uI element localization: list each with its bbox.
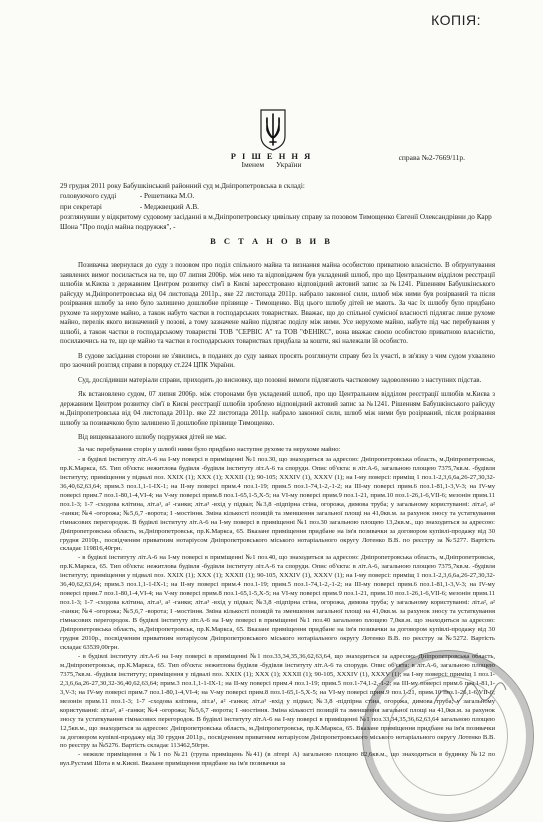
property-item: - в будівлі інституту літ.А-6 на І-му поверсі в приміщенні №1 поз.33,34,35,36,62,63,64, що знаходиться за адресою: Дніпропетровська область, м.Дніпропетровськ, пр.К.Маркса, 65. Тип об'єкта: нежитлова будівля -будівля інституту літ.А-6 та споруди. Опис об'єкта: в літ.А-6, загальною площею 7375,7кв.м. -будівля інституту; приміщення у підвалі поз. XXIX (1); XXX (1); XXXII (1); 90-105, XXXIV (1), XXXV (1); на І-му поверсі: приміщ 1 поз.1-2,3,6,6а,26-27,30,32-36,40,62,63,64; прим.3 поз.1,1-1-IX-1; на ІІ-му поверсі прим.4 поз.1-19; прим.5 поз.1-74,1-2,-1-2; на ІІІ-му поверсі прим.6 поз.1-81,1-3,V-3; на IV-му поверсі прим.7 поз.1-80,1-4,VI-4; на V-му поверсі прим.8 поз.1-65,1-5,X-5; на VI-му поверсі прим.9 поз.1-21, прим.10 поз.1-26,1-6,VII-6; мезонін прим.11 поз.1-3; 1-7 -сходова клітина, літ.а¹, а² -ганки; літ.а³ -вхід у підвал; №3,8 -підпірна стіна, огорожа, димова труба; у загальному користуванні: літ.а², а² -ганки; №4 -огорожа; №5,6,7 -ворота; І -мостіння. Зміна кількості позицій та зменшення загальної площі на 41,0кв.м. за рахунок зносу та устаткування гімнасових перегородок. В будівлі інституту літ.А-6 на І-му поверсі в приміщенні №1 поз.33,34,35,36,62,63,64 загальною площею 12,5кв.м., що знаходиться за адресою: Дніпропетровська область, м.Дніпропетровськ, пр.К.Маркса, 65. Вказане приміщення придбане на ім'я позивачки за договором купівлі-продажу від 30 грудня 2011р., посвідченим приватним нотаріусом Дніпропетровського міського нотаріального округу Лотенко В.В. по реєстру за №5276. Вартість складає 113462,50грн. [60, 652, 495, 750]
trident-coat-of-arms-icon [258, 108, 288, 152]
secretary-label: при секретарі [60, 202, 102, 211]
paragraph: Суд, дослідивши матеріали справи, приходить до висновку, що позовні вимоги підлягають частковому задоволенню з наступних підстав. [78, 376, 482, 384]
property-list [60, 446, 495, 769]
paragraph: Позивачка звернулася до суду з позовом про поділ спільного майна та визнання майна особистою приватною власністю. В обґрунтування заявлених вимог посилається на те, що 07 липня 2006р. між нею та відповідачем був укладений шлюб, про що Центральним відділом реєстрації шлюбів м.Києва з державним Центром розвитку сім'ї в Києві зареєстровано відповідний актовий запис за №1241. Рішенням Бабушкінського райсуду м.Дніпропетровська від 04 листопада 2011р., яке 22 листопада 2011р. набрало законної сили, шлюб між ними був розірваний та після розірвання шлюбу за нею було залишено дошлюбне прізвище - Тимощенко. Від цього шлюбу дітей не мають. За час їх шлюбу було придбано рухоме та нерухоме майно, а також набуто частки в господарських товариствах. Вважає, що до спільної сумісної власності підлягає лише рухоме майно, перелік якого визначений у позові, а тому зазначене майно підлягає поділу між ними. Усе нерухоме майно, набуте під час перебування у шлюбі, а також частки в господарському товаристві ТОВ "СЕРВІС А" та ТОВ "ФЕНІКС", вона вважає своєю особистою приватною власністю, посилаючись на те, що це майно та частки в господарських товариствах придбала за кошти, які належали їй особисто. [60, 262, 495, 345]
case-number: справа №2-7669/11р. [398, 153, 465, 162]
court-date-line: 29 грудня 2011 року Бабушкінський районний суд м.Дніпропетровська в складі: [60, 182, 305, 190]
secretary-name: - Меджвецкий А.В. [139, 202, 199, 211]
document-subtitle: Іменем України [241, 160, 302, 169]
secretary-row [60, 202, 500, 212]
judge-row [60, 191, 500, 201]
property-item: - нежиле приміщення з №1 по №21 (група приміщень №41) (в літері А) загальною площею 82,6кв.м., що знаходиться в будинку №12 по вул.Рустамі Шота в м.Києві. Вказане приміщення придбане на ім'я позивачки за [60, 751, 495, 768]
property-item: - в будівлі інституту літ.А-6 на І-му поверсі в приміщенні №1 поз.40, що знаходиться за адресою: Дніпропетровська область, м.Дніпропетровськ, пр.К.Маркса, 65. Тип об'єкта: нежитлова будівля -будівля інституту літ.А-6 та споруди. Опис об'єкта: в літ.А-6, загальною площею 7375,7кв.м. -будівля інституту; приміщення у підвалі поз. XXIX (1); XXX (1); XXXII (1); 90-105, XXXIV (1), XXXV (1); на І-му поверсі: приміщ 1 поз.1-2,3,6,6а,26-27,30,32-36,40,62,63,64; прим.3 поз.1,1-1-IX-1; на ІІ-му поверсі прим.4 поз.1-19; прим.5 поз.1-74,1-2,-1-2; на ІІІ-му поверсі прим.6 поз.1-81,1-3,V-3; на IV-му поверсі прим.7 поз.1-80,1-4,VI-4; на V-му поверсі прим.8 поз.1-65,1-5,X-5; на VI-му поверсі прим.9 поз.1-21, прим.10 поз.1-26,1-6,VII-6; мезонін прим.11 поз.1-3; 1-7 -сходова клітина, літ.а¹, а² -ганки; літ.а³ -вхід у підвал; №3,8 -підпірна стіна, огорожа, димова труба; у загальному користуванні: літ.а², а² -ганки; №4 -огорожа; №5,6,7 -ворота; І -мостіння. Зміна кількості позицій та зменшення загальної площі на 41,0кв.м. за рахунок зносу та устаткування гімнасових перегородок. В будівлі інституту літ.А-6 на І-му поверсі в приміщенні №1 поз.40 загальною площею 7,0кв.м. що знаходиться за адресою: Дніпропетровська область, м.Дніпропетровськ, пр.К.Маркса, 65. Вказане приміщення придбане на ім'я позивачки за договором купівлі-продажу від 30 грудня 2010р., посвідченим приватним нотаріусом Дніпропетровського міського нотаріального округу Лотенко В.В. по реєстру за №5272. Вартість складає 63539,00грн. [60, 554, 495, 651]
property-intro: За час перебування сторін у шлюбі ними було придбано наступне рухоме та нерухоме майно: [78, 446, 341, 453]
document-title: Р І Ш Е Н Н Я [230, 151, 313, 161]
copy-label: КОПІЯ: [431, 12, 481, 28]
paragraph: В судове засідання сторони не з'явились, в поданих до суду заявах просять розглянути справу без їх участі, в зв'язку з чим судом ухвалено про заочний розгляд справи в порядку ст.224 ЦПК України. [60, 352, 495, 369]
body-text [60, 261, 495, 448]
paragraph: Від вищевказаного шлюбу подружжя дітей не має. [78, 434, 227, 441]
judge-label: головуючого судді [60, 192, 117, 201]
paragraph: Як встановлено судом, 07 липня 2006р. між сторонами був укладений шлюб, про що Центральним відділом реєстрації шлюбів м.Києва з державним Центром розвитку сім'ї в Києві реєстрації шлюбів зроблено відповідний актовий запис за №1241. Рішенням Бабушкінського райсуду м.Дніпропетровська від 04 листопада 2011р. яке 22 листопада 2011р. набрало законної сили, шлюб між ними був розірваний, після розірвання шлюбу за позивачкою було залишено її дошлюбне прізвище Тимощенко. [60, 391, 495, 427]
property-item: - в будівлі інституту літ.А-6 на І-му поверсі в приміщенні №1 поз.30, що знаходиться за адресою: Дніпропетровська область, м.Дніпропетровськ, пр.К.Маркса, 65. Тип об'єкта: нежитлова будівля -будівля інституту літ.А-6 та споруди. Опис об'єкта: в літ.А-6, загальною площею 7375,7кв.м. -будівля інституту; приміщення у підвалі поз. XXIX (1); XXX (1); XXXII (1); 90-105; XXXIV (1), XXXV (1); на І-му поверсі: приміщ 1 поз.1-2,3,6,6а,26-27,30,32-36,40,62,63,64; прим.3 поз.1,1-1-IX-1; на ІІ-му поверсі прим.4 поз.1-19; прим.5 поз.1-74,1-2,-1-2; на ІІІ-му поверсі прим.6 поз.1-81,1-3,V-3; на IV-му поверсі прим.7 поз.1-80,1-4,VI-4; на V-му поверсі прим.8 поз.1-65,1-5,X-5; на VI-му поверсі прим.9 поз.1-21, прим.10 поз.1-26,1-6,VII-6; мезонін прим.11 поз.1-3; 1-7 -сходова клітина, літ.а¹, а² -ганки; літ.а³ -вхід у підвал; №3,8 -підпірна стіна, огорожа, димова труба; у загальному користуванні: літ.а², а² -ганки; №4 -огорожа; №5,6,7 -ворота; І -мостіння. Зміна кількості позицій та зменшення загальної площі на 41,0кв.м. за рахунок зносу та устаткування гімнасових перегородок. В будівлі інституту літ.А-6 на І-му поверсі в приміщенні №1 поз.30 загальною площею 13,2кв.м., що знаходиться за адресою: Дніпропетровська область, м.Дніпропетровськ, пр.К.Маркса, 65. Вказане приміщення придбане на ім'я позивачки за договором купівлі-продажу від 30 грудня 2010р., посвідченим приватним нотаріусом Дніпропетровського міського нотаріального округу Лотенко В.В. по реєстру за №5277. Вартість складає 119816,40грн. [60, 455, 495, 553]
section-heading: В С Т А Н О В И В [210, 236, 333, 246]
court-composition [60, 181, 500, 232]
session-line: розглянувши у відкритому судовому засіданні в м.Дніпропетровську цивільну справу за позовом Тимощенко Євгенії Олександрівни до Карр Шона "Про поділ майна подружжя", - [60, 212, 492, 232]
judge-name: - Решетника М.О. [139, 192, 195, 201]
